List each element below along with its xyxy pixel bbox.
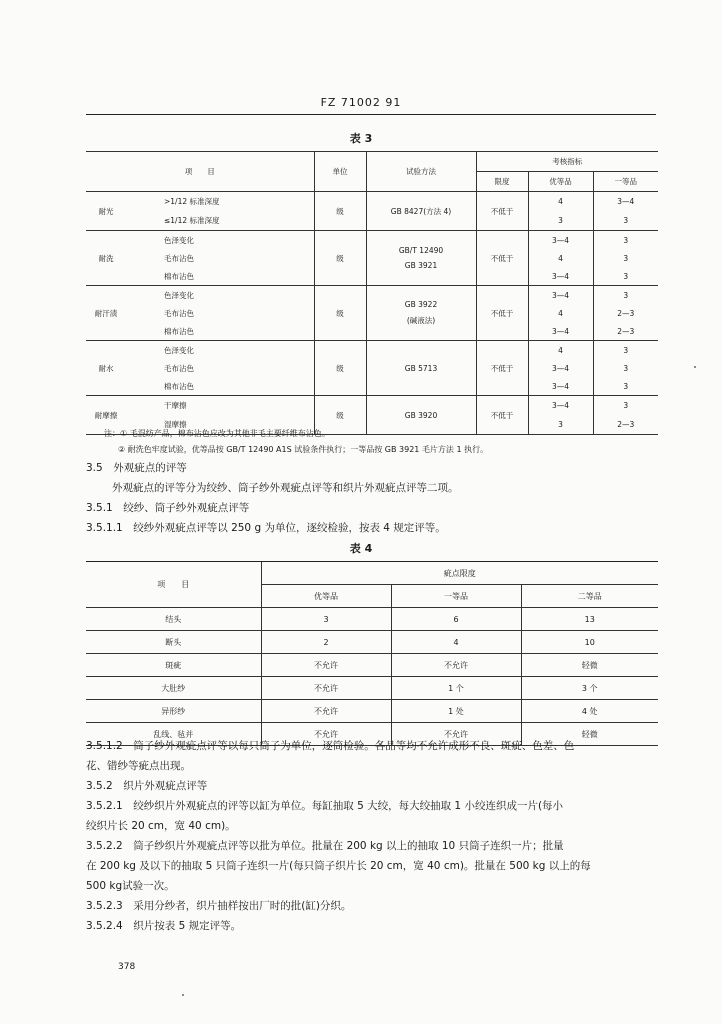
scan-speck <box>694 366 696 368</box>
para-3-5-2-2-line3: 500 kg试验一次。 <box>86 880 175 892</box>
t3-head-indicator: 考核指标 <box>476 152 658 172</box>
page-number: 378 <box>118 962 136 972</box>
table3 <box>86 151 658 435</box>
t3-group-label: 耐光 <box>86 192 126 231</box>
t4-first: 1 处 <box>391 700 521 723</box>
section-3-5-2-heading: 3.5.2 织片外观疵点评等 <box>86 780 208 792</box>
t4-second: 轻微 <box>521 654 658 677</box>
t3-premium: 3 <box>528 211 593 231</box>
t4-second: 4 处 <box>521 700 658 723</box>
t4-item: 大肚纱 <box>86 677 261 700</box>
t3-sub-item: 毛布沾色 <box>164 253 194 263</box>
t3-sub-item: 棉布沾色 <box>126 377 314 396</box>
t3-head-first: 一等品 <box>593 172 658 192</box>
t4-first: 不允许 <box>391 654 521 677</box>
t4-premium: 3 <box>261 608 391 631</box>
t4-head-premium: 优等品 <box>261 585 391 608</box>
t3-first: 3 <box>593 359 658 377</box>
t3-first: 3 <box>593 231 658 250</box>
para-3-5-1-1: 3.5.1.1 绞纱外观疵点评等以 250 g 为单位，逐绞检验，按表 4 规定评等。 <box>86 522 446 534</box>
para-3-5-2-2-line2: 在 200 kg 及以下的抽取 5 只筒子连织一片(每只筒子织片长 20 cm，宽 40 cm)。批量在 500 kg 以上的每 <box>86 860 591 872</box>
t3-sub-item: 色泽变化 <box>164 345 194 355</box>
t3-limit: 不低于 <box>476 231 528 286</box>
t3-sub-item: 毛布沾色 <box>164 363 194 373</box>
table3-note-1: 注：① 毛混纺产品，棉布沾色应改为其他非毛主要纤维布沾色。 <box>104 429 330 438</box>
t4-head-first: 一等品 <box>391 585 521 608</box>
t4-second: 13 <box>521 608 658 631</box>
t3-method: GB 3920 <box>366 396 476 435</box>
t4-second: 10 <box>521 631 658 654</box>
header-rule <box>86 114 656 115</box>
t3-limit: 不低于 <box>476 286 528 341</box>
t4-premium: 不允许 <box>261 723 391 746</box>
t3-group-label: 耐洗 <box>86 231 126 286</box>
t3-premium: 3—4 <box>528 396 593 416</box>
t3-limit: 不低于 <box>476 396 528 435</box>
t3-first: 3 <box>593 211 658 231</box>
standard-header: FZ 71002 91 <box>320 96 402 109</box>
t3-premium: 4 <box>528 249 593 267</box>
t3-group-label: 耐汗渍 <box>86 286 126 341</box>
t3-first: 3 <box>593 341 658 360</box>
t3-unit: 级 <box>314 192 366 231</box>
t3-method: GB 5713 <box>366 341 476 396</box>
t3-sub-item: 棉布沾色 <box>126 267 314 286</box>
t3-sub-item: 干摩擦 <box>164 401 187 410</box>
t3-first: 3 <box>593 396 658 416</box>
t3-premium: 4 <box>528 192 593 212</box>
t4-head-limit: 疵点限度 <box>261 562 658 585</box>
table-row <box>86 654 658 677</box>
t3-method <box>366 286 476 341</box>
t3-first: 3 <box>593 286 658 305</box>
t4-item: 斑疵 <box>86 654 261 677</box>
t3-first: 2—3 <box>593 304 658 322</box>
t3-unit: 级 <box>314 341 366 396</box>
t4-head-second: 二等品 <box>521 585 658 608</box>
t3-premium: 3—4 <box>528 231 593 250</box>
t3-sub-item: 色泽变化 <box>164 290 194 300</box>
t3-premium: 3—4 <box>528 359 593 377</box>
table4 <box>86 561 658 746</box>
t3-premium: 3—4 <box>528 322 593 341</box>
t4-item: 结头 <box>86 608 261 631</box>
t4-first: 4 <box>391 631 521 654</box>
t4-first: 6 <box>391 608 521 631</box>
t3-unit: 级 <box>314 286 366 341</box>
t3-first: 3—4 <box>593 192 658 212</box>
t3-premium: 3 <box>528 415 593 435</box>
para-3-5-2-3: 3.5.2.3 采用分纱者，织片抽样按出厂时的批(缸)分织。 <box>86 900 352 912</box>
t3-first: 2—3 <box>593 322 658 341</box>
para-3-5-2-1-line2: 绞织片长 20 cm，宽 40 cm)。 <box>86 820 236 832</box>
t4-item: 乱线、毡并 <box>86 723 261 746</box>
t3-premium: 3—4 <box>528 267 593 286</box>
t4-head-item: 项 目 <box>86 562 261 608</box>
t3-group-label: 耐水 <box>86 341 126 396</box>
scan-speck <box>182 994 184 996</box>
t3-unit: 级 <box>314 231 366 286</box>
t4-item: 断头 <box>86 631 261 654</box>
section-3-5-1-heading: 3.5.1 绞纱、筒子纱外观疵点评等 <box>86 502 250 514</box>
t3-premium: 4 <box>528 304 593 322</box>
para-3-5-2-1-line1: 3.5.2.1 绞纱织片外观疵点的评等以缸为单位。每缸抽取 5 大绞，每大绞抽取 1 小绞连织成一片(每小 <box>86 800 564 812</box>
para-3-5-2-2-line1: 3.5.2.2 筒子纱织片外观疵点评等以批为单位。批量在 200 kg 以上的抽取 10 只筒子连织一片；批量 <box>86 840 564 852</box>
t3-limit: 不低于 <box>476 192 528 231</box>
table3-note-2: ② 耐洗色牢度试验，优等品按 GB/T 12490 A1S 试验条件执行；一等品按 GB 3921 毛片方法 1 执行。 <box>118 445 489 454</box>
t4-second: 3 个 <box>521 677 658 700</box>
t4-premium: 2 <box>261 631 391 654</box>
t4-premium: 不允许 <box>261 677 391 700</box>
t3-sub-item: 湿摩擦 <box>126 415 314 435</box>
t3-method: GB 8427(方法 4) <box>366 192 476 231</box>
section-3-5-heading: 3.5 外观疵点的评等 <box>86 462 187 474</box>
t3-method-line: GB/T 12490 <box>398 246 444 255</box>
table-row <box>86 608 658 631</box>
table-row <box>86 631 658 654</box>
para-3-5: 外观疵点的评等分为绞纱、筒子纱外观疵点评等和织片外观疵点评等二项。 <box>112 482 459 494</box>
t3-sub-item: >1/12 标准深度 <box>164 197 220 206</box>
t3-premium: 3—4 <box>528 286 593 305</box>
table3-caption: 表 3 <box>349 132 373 145</box>
table4-caption: 表 4 <box>349 542 373 555</box>
t3-method-line: GB 3921 <box>404 261 438 270</box>
t3-method <box>366 231 476 286</box>
t3-head-unit: 单位 <box>314 152 366 192</box>
t3-unit: 级 <box>314 396 366 435</box>
t3-first: 3 <box>593 249 658 267</box>
para-3-5-2-4: 3.5.2.4 织片按表 5 规定评等。 <box>86 920 242 932</box>
t3-head-item: 项 目 <box>86 152 314 192</box>
t3-method-line: GB 3922 <box>404 300 438 309</box>
t3-first: 3 <box>593 377 658 396</box>
t4-premium: 不允许 <box>261 700 391 723</box>
t3-premium: 4 <box>528 341 593 360</box>
t3-head-method: 试验方法 <box>366 152 476 192</box>
t3-sub-item: 棉布沾色 <box>126 322 314 341</box>
t4-premium: 不允许 <box>261 654 391 677</box>
para-3-5-1-2-line2: 花、错纱等疵点出现。 <box>86 760 191 772</box>
t4-first: 1 个 <box>391 677 521 700</box>
t4-item: 异形纱 <box>86 700 261 723</box>
t3-sub-item: 色泽变化 <box>164 235 194 245</box>
t3-premium: 3—4 <box>528 377 593 396</box>
table-row <box>86 700 658 723</box>
t3-method-line: (碱液法) <box>406 316 436 325</box>
para-3-5-1-2-line1: 3.5.1.2 筒子纱外观疵点评等以每只筒子为单位，逐筒检验。各品等均不允许成形不良、斑疵、色差、色 <box>86 740 575 752</box>
t3-group-label: 耐摩擦 <box>86 396 126 435</box>
t3-limit: 不低于 <box>476 341 528 396</box>
t4-first: 不允许 <box>391 723 521 746</box>
t3-head-limit: 限度 <box>476 172 528 192</box>
t3-first: 2—3 <box>593 415 658 435</box>
t3-sub-item: 毛布沾色 <box>164 308 194 318</box>
table-row <box>86 677 658 700</box>
t4-second: 轻微 <box>521 723 658 746</box>
t3-head-premium: 优等品 <box>528 172 593 192</box>
t3-first: 3 <box>593 267 658 286</box>
t3-sub-item: ≤1/12 标准深度 <box>126 211 314 231</box>
